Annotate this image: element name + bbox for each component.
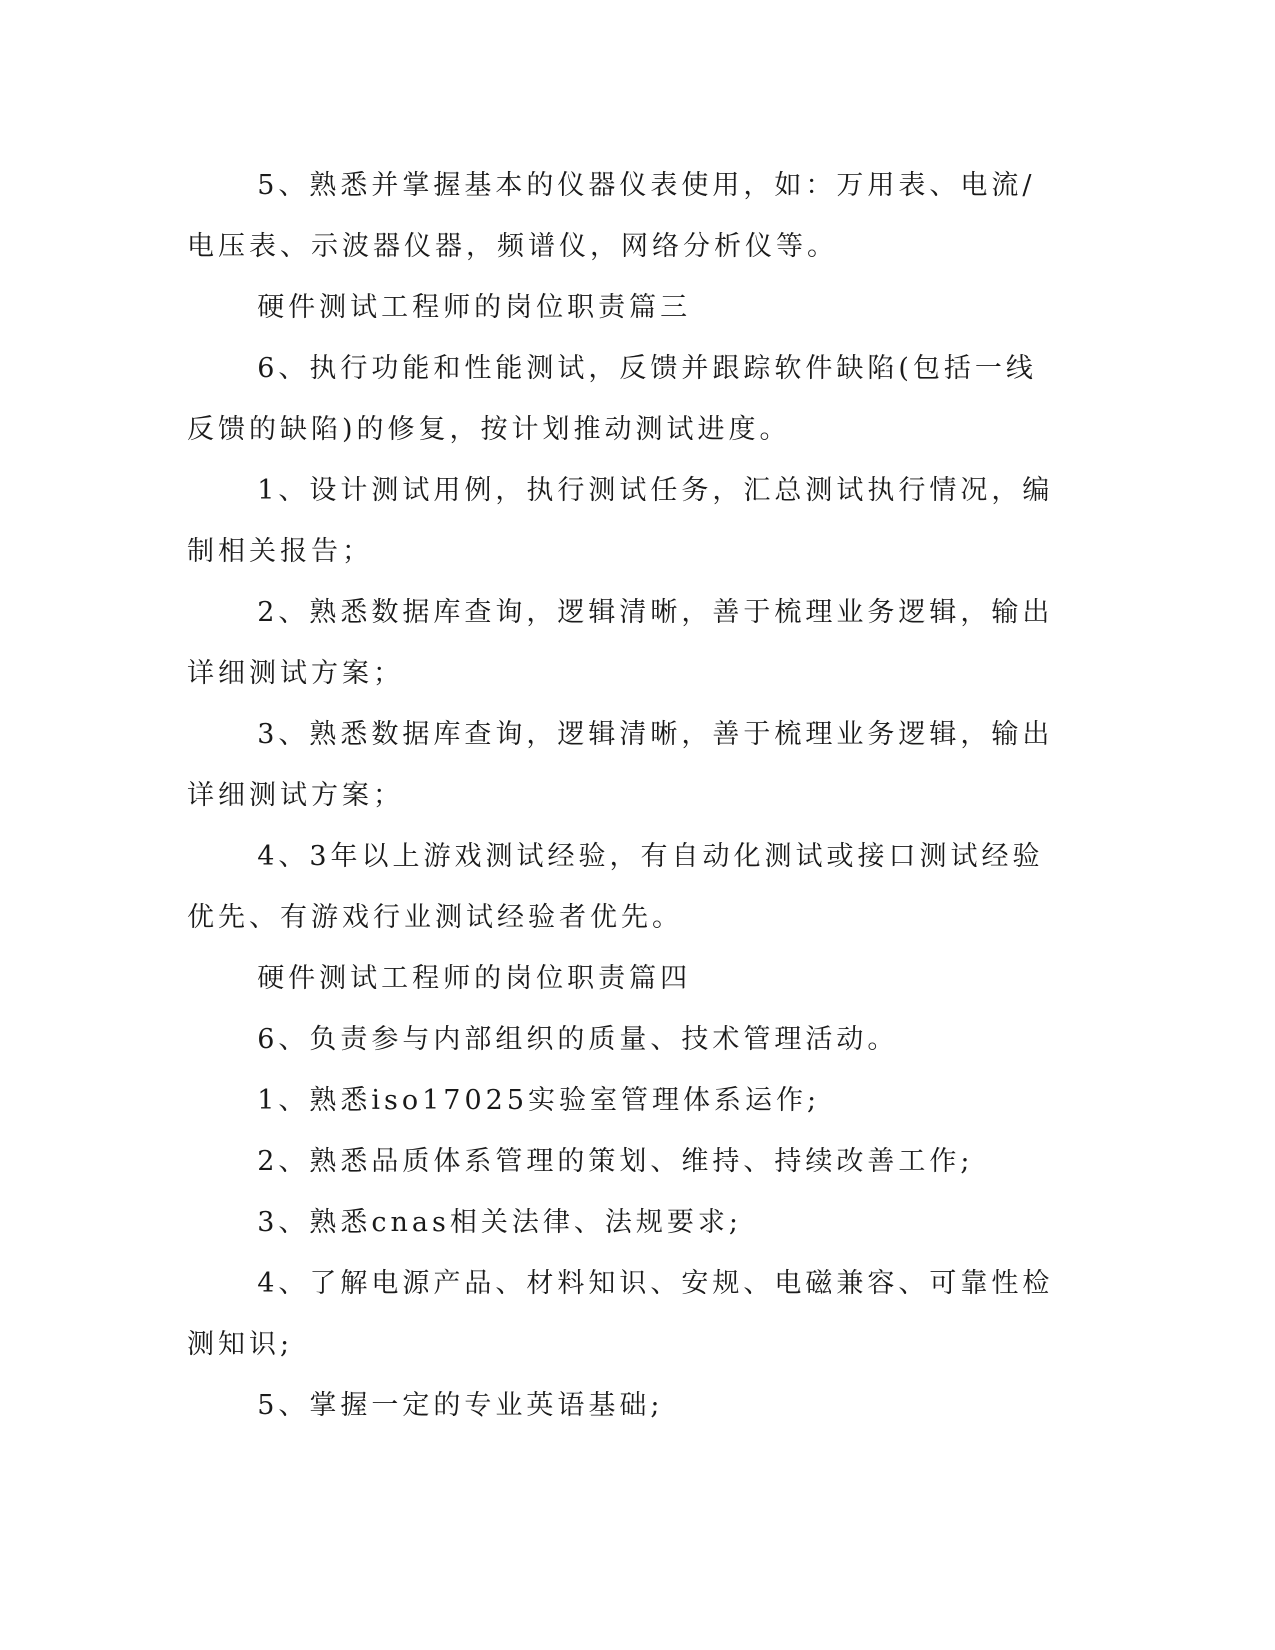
paragraph-item-1-test-cases: 1、设计测试用例，执行测试任务，汇总测试执行情况，编制相关报告； [187,475,1054,567]
paragraph-item-4-game-testing: 4、3年以上游戏测试经验，有自动化测试或接口测试经验优先、有游戏行业测试经验者优先。 [187,841,1044,933]
paragraph-item-1-iso17025: 1、熟悉iso17025实验室管理体系运作; [257,1085,821,1116]
paragraph-item-2-quality-system: 2、熟悉品质体系管理的策划、维持、持续改善工作; [257,1146,974,1177]
paragraph-item-3-cnas: 3、熟悉cnas相关法律、法规要求; [257,1207,742,1238]
section-heading-3: 硬件测试工程师的岗位职责篇三 [257,292,692,323]
paragraph-item-3-database: 3、熟悉数据库查询，逻辑清晰，善于梳理业务逻辑，输出详细测试方案； [187,719,1054,811]
paragraph-item-4-power-products: 4、了解电源产品、材料知识、安规、电磁兼容、可靠性检测知识; [187,1268,1054,1360]
document-body [187,155,1057,1436]
paragraph-item-5-instruments: 5、熟悉并掌握基本的仪器仪表使用，如：万用表、电流/电压表、示波器仪器，频谱仪，网络分析仪等。 [187,170,1036,262]
paragraph-item-6-quality-management: 6、负责参与内部组织的质量、技术管理活动。 [257,1024,899,1055]
paragraph-item-6-functional-testing: 6、执行功能和性能测试，反馈并跟踪软件缺陷(包括一线反馈的缺陷)的修复，按计划推动测试进度。 [187,353,1037,445]
section-heading-4: 硬件测试工程师的岗位职责篇四 [257,963,692,994]
paragraph-item-5-english: 5、掌握一定的专业英语基础; [257,1390,664,1421]
paragraph-item-2-database: 2、熟悉数据库查询，逻辑清晰，善于梳理业务逻辑，输出详细测试方案； [187,597,1054,689]
